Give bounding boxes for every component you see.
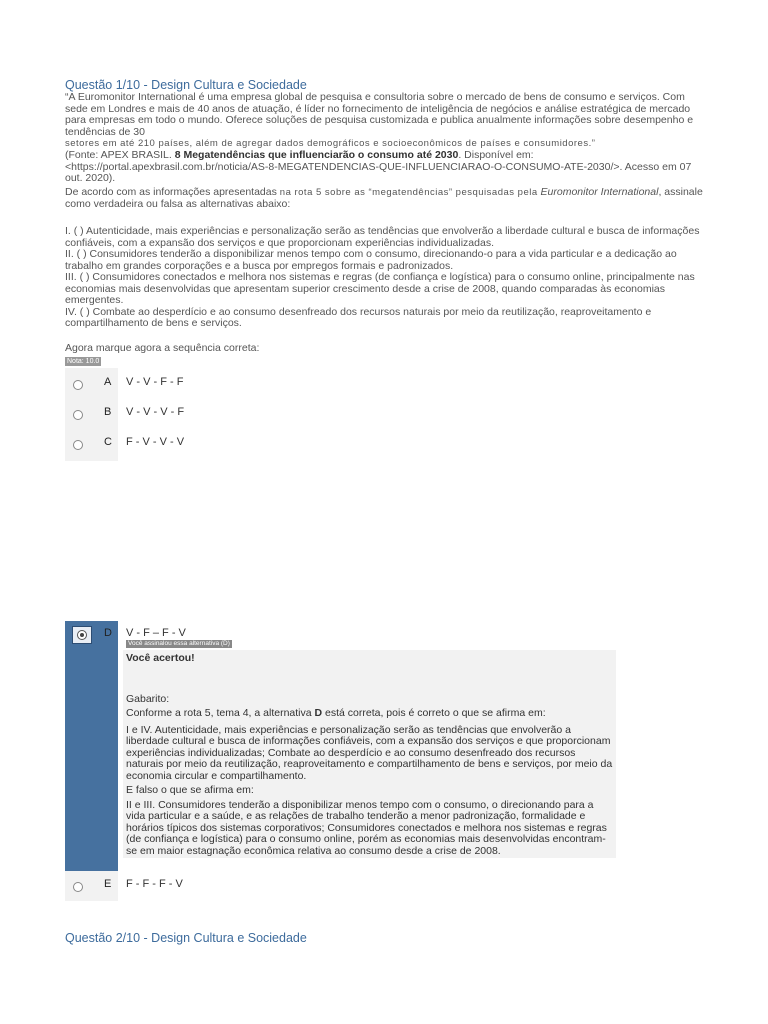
option-c-text[interactable]: F - V - V - V: [126, 436, 185, 448]
prompt-d: , assinale como verdadeira ou falsa as alternativas abaixo:: [65, 186, 703, 210]
statement-item: I. ( ) Autenticidade, mais experiências e personalização serão as tendências que envolverão a liberdade cultural e busca de informações confiáveis, com a expansão dos serviços e que proporcionam experiências individualizadas.: [65, 225, 700, 249]
feedback-false-intro: E falso o que se afirma em:: [126, 784, 254, 796]
question-1-title: Questão 1/10 - Design Cultura e Sociedade: [65, 78, 307, 92]
option-a-letter: A: [104, 376, 112, 388]
option-b-radio[interactable]: [73, 410, 83, 420]
option-c-letter: C: [104, 436, 112, 448]
answer-instruction: Agora marque agora a sequência correta:: [65, 342, 260, 354]
option-d-letter: D: [104, 627, 112, 639]
feedback-explanation: [126, 708, 614, 720]
explanation-post: está correta, pois é correto o que se afirma em:: [322, 707, 546, 719]
intro-text-b: setores em até 210 países, além de agregar dados demográficos e socioeconômicos de países e consumidores.”: [65, 138, 596, 149]
option-e-letter: E: [104, 878, 112, 890]
feedback-result: Você acertou!: [126, 652, 195, 664]
option-a-text[interactable]: V - V - F - F: [126, 376, 184, 388]
grade-badge: Nota: 10.0: [67, 358, 100, 365]
explanation-pre: Conforme a rota 5, tema 4, a alternativa: [126, 707, 315, 719]
marked-answer-badge: Você assinalou essa alternativa (D): [128, 640, 230, 647]
intro-text-a: “A Euromonitor International é uma empresa global de pesquisa e consultoria sobre o mercado de bens de consumo e serviços. Com sede em Londres e mais de 40 anos de atuação, é líder no fornecimento de inteligência de negócios e análise estratégica de mercado para empresas em todo o mundo. Oferece soluções de pesquisa customizada e publica anualmente informações sobre desempenho e tendências de 30: [65, 91, 694, 138]
source-citation: [65, 150, 705, 185]
question-prompt: [65, 187, 705, 210]
source-title: 8 Megatendências que influenciarão o consumo até 2030: [174, 149, 459, 161]
prompt-a: De acordo com as informações apresentadas: [65, 186, 280, 198]
source-post: . Disponível em: <https://portal.apexbrasil.com.br/noticia/AS-8-MEGATENDENCIAS-QUE-INFLUENCIARAO-O-CONSUMO-ATE-2030/>. Acesso em 07 out. 2020).: [65, 149, 692, 184]
feedback-gabarito-label: Gabarito:: [126, 692, 170, 705]
feedback-wrong-statements: II e III. Consumidores tenderão a disponibilizar menos tempo com o consumo, o direcionando para a vida particular e a saúde, e as relações de trabalho tenderão a menor padronização, formalidade e horários típicos dos sistemas corporativos; Consumidores conectados e melhora nos sistemas e regras (de confiança e logística) para o consumo online, porém as economias mais desenvolvidas encontram-se em maior estagnação econômica relativa ao consumo desde a crise de 2008.: [126, 798, 607, 857]
statement-item: IV. ( ) Combate ao desperdício e ao consumo desenfreado dos recursos naturais por meio da reutilização, reaproveitamento e compartilhamento de bens e serviços.: [65, 305, 652, 329]
option-a-radio[interactable]: [73, 380, 83, 390]
option-b-text[interactable]: V - V - V - F: [126, 406, 185, 418]
question-2-title: Questão 2/10 - Design Cultura e Sociedade: [65, 931, 307, 945]
option-d-text[interactable]: V - F – F - V: [126, 627, 186, 639]
selected-option-bar: [65, 621, 118, 871]
statement-list: [65, 226, 705, 330]
statement-item: II. ( ) Consumidores tenderão a disponibilizar menos tempo com o consumo, direcionando-o para a vida particular e a dedicação ao trabalho em grandes corporações e a busca por empregos formais e padronizados.: [65, 248, 677, 272]
prompt-b: na rota 5 sobre as “megatendências” pesquisadas pela: [279, 187, 538, 198]
statement-item: III. ( ) Consumidores conectados e melhora nos sistemas e regras (de confiança e logística) para o consumo online, principalmente nas economias mais desenvolvidas que apresentam superior crescimento desde a crise de 2008, quando comparadas às economias emergentes.: [65, 271, 695, 306]
source-pre: (Fonte: APEX BRASIL.: [65, 149, 175, 161]
question-intro: [65, 92, 705, 150]
option-c-radio[interactable]: [73, 440, 83, 450]
option-d-radio[interactable]: [77, 630, 87, 640]
option-b-letter: B: [104, 406, 112, 418]
option-e-radio[interactable]: [73, 882, 83, 892]
feedback-correct-statements: I e IV. Autenticidade, mais experiências e personalização serão as tendências que envolverão a liberdade cultural e busca de informações confiáveis, com a expansão dos serviços e que proporcionam experiências individualizadas; Combate ao desperdício e ao consumo desenfreado dos recursos naturais por meio da reutilização, reaproveitamento e compartilhamento de bens e serviços, por meio da economia circular e compartilhamento.: [126, 723, 613, 782]
prompt-c: Euromonitor International: [537, 186, 659, 198]
option-e-text[interactable]: F - F - F - V: [126, 878, 183, 890]
feedback-panel: [123, 650, 616, 858]
explanation-letter: D: [314, 707, 323, 719]
